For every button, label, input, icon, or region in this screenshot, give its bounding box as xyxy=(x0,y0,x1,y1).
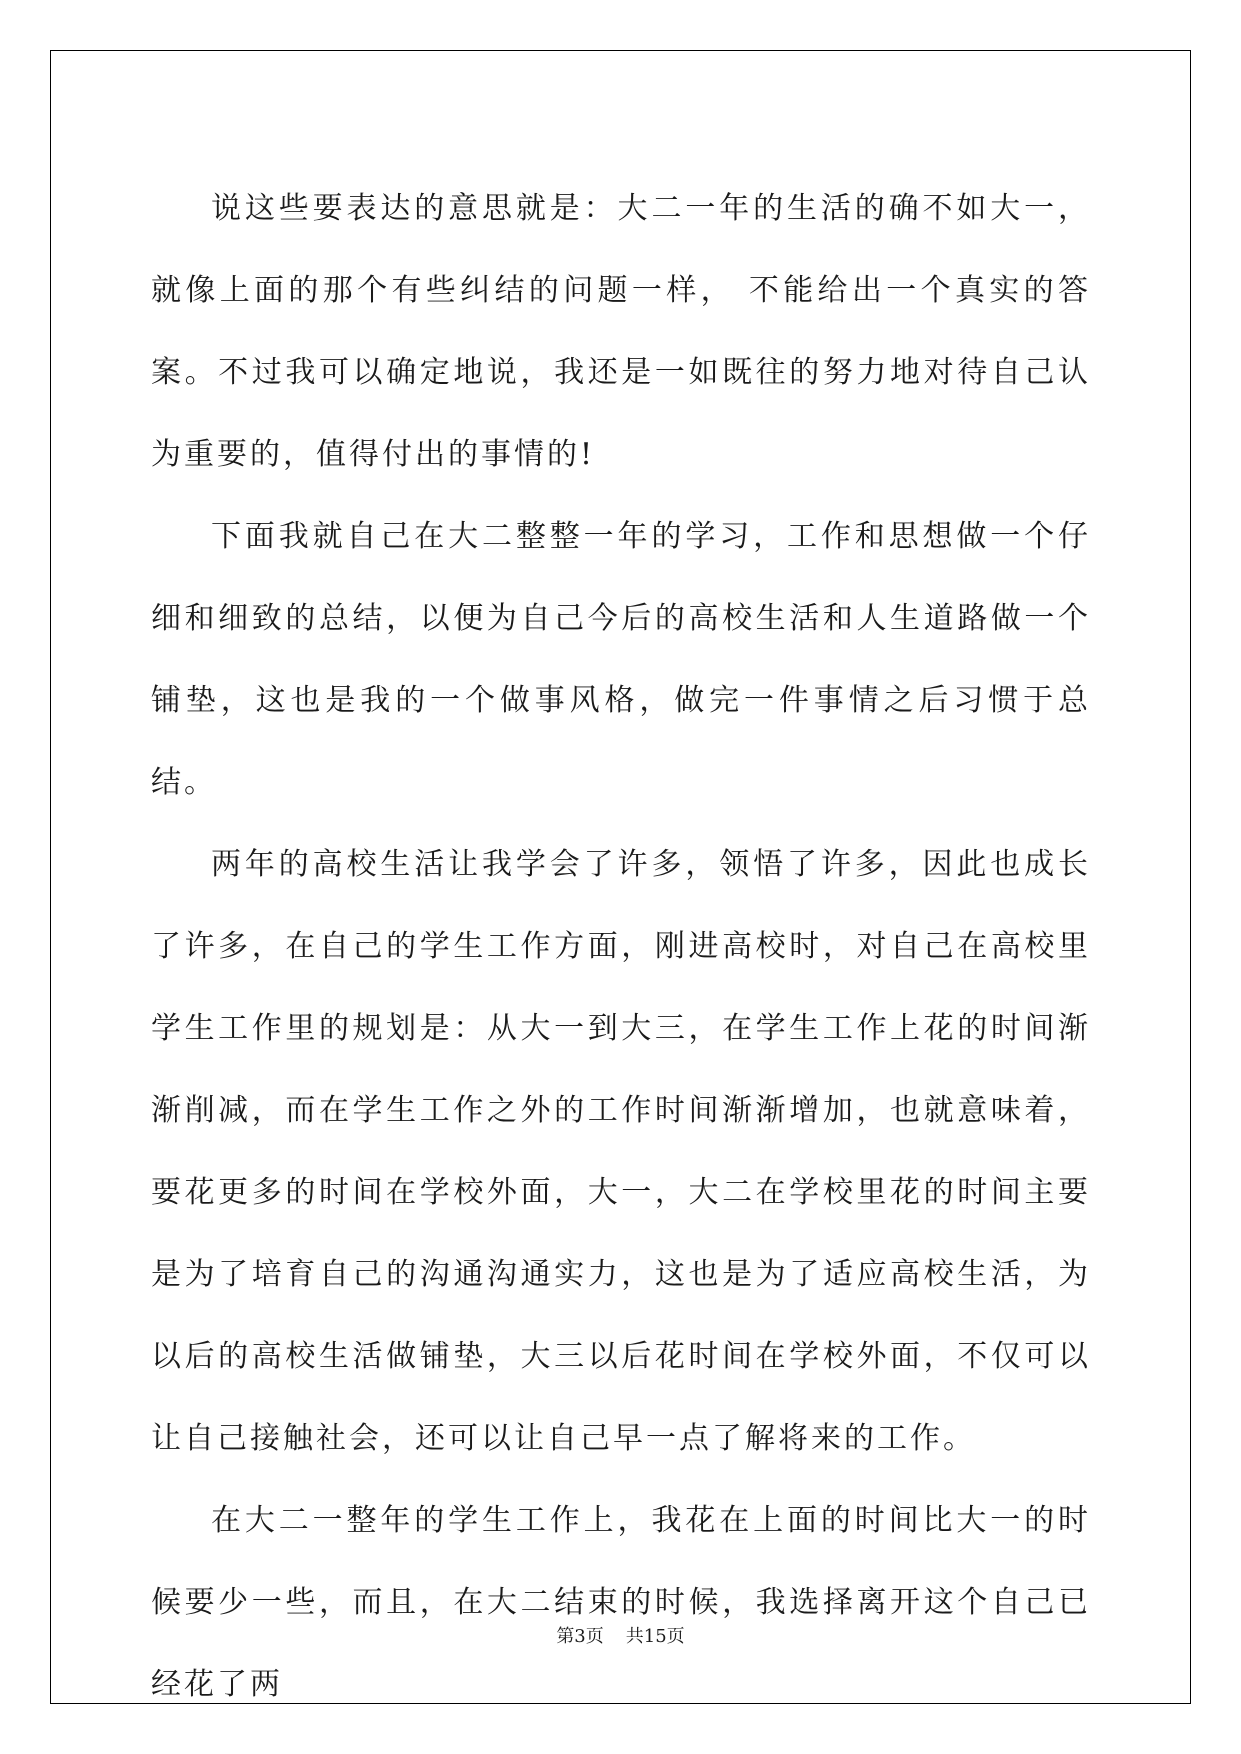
page-footer xyxy=(0,1622,1241,1648)
page-total: 共15页 xyxy=(625,1626,685,1647)
document-body xyxy=(151,168,1091,1726)
page-number: 第3页 xyxy=(556,1626,604,1647)
paragraph: 说这些要表达的意思就是：大二一年的生活的确不如大一，就像上面的那个有些纠结的问题一样， 不能给出一个真实的答案。不过我可以确定地说，我还是一如既往的努力地对待自己认为重要的，值得付出的事情的! xyxy=(151,191,1091,472)
paragraph: 下面我就自己在大二整整一年的学习，工作和思想做一个仔细和细致的总结，以便为自己今后的高校生活和人生道路做一个铺垫，这也是我的一个做事风格，做完一件事情之后习惯于总结。 xyxy=(151,519,1091,800)
paragraph: 在大二一整年的学生工作上，我花在上面的时间比大一的时候要少一些，而且，在大二结束的时候，我选择离开这个自己已经花了两 xyxy=(151,1503,1091,1702)
paragraph: 两年的高校生活让我学会了许多，领悟了许多，因此也成长了许多，在自己的学生工作方面，刚进高校时，对自己在高校里学生工作里的规划是：从大一到大三，在学生工作上花的时间渐渐削减，而在学生工作之外的工作时间渐渐增加，也就意味着，要花更多的时间在学校外面，大一，大二在学校里花的时间主要是为了培育自己的沟通沟通实力，这也是为了适应高校生活，为以后的高校生活做铺垫，大三以后花时间在学校外面，不仅可以让自己接触社会，还可以让自己早一点了解将来的工作。 xyxy=(151,847,1091,1456)
